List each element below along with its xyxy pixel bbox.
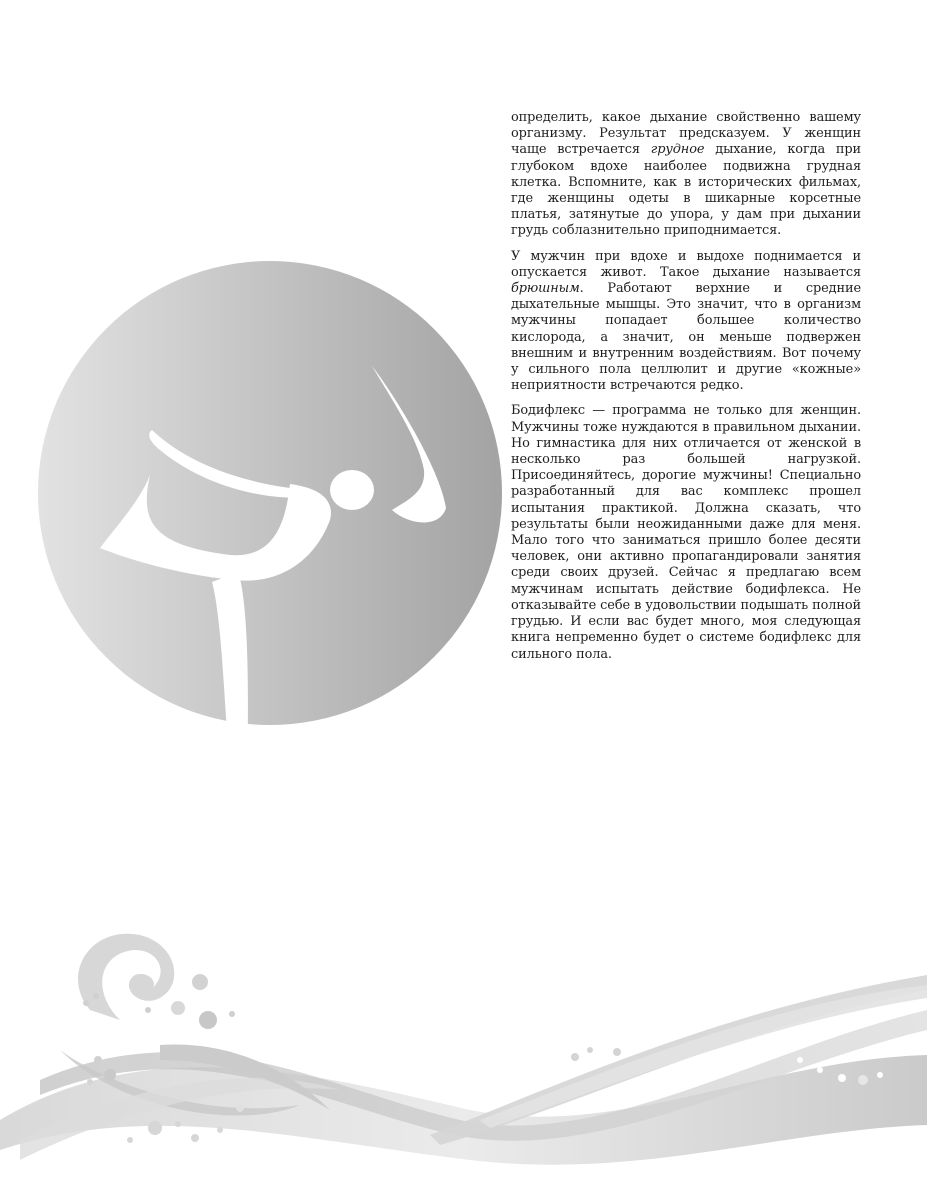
emphasized-term: брюшным xyxy=(511,281,580,297)
text-run: У мужчин при вдохе и выдохе поднимается и опускается живот. Такое дыхание называется xyxy=(511,248,861,280)
body-text xyxy=(511,110,861,663)
text-run: Бодифлекс — программа не только для женщин. Мужчины тоже нуждаются в правильном дыхании. Но гимнастика для них отличается от женской в несколько раз большей нагрузкой. Присоединяйтесь, дорогие мужчины! Специально разработанный для вас комплекс прошел испытания практикой. Должна сказать, что результаты были неожиданными даже для меня. Мало того что заниматься пришло более десяти человек, они активно пропагандировали занятия среди своих друзей. Сейчас я предлагаю всем мужчинам испытать действие бодифлекса. Не отказывайте себе в удовольствии подышать полной грудью. И если вас будет много, моя следующая книга непременно будет о системе бодифлекс для сильного пола. xyxy=(511,403,861,662)
paragraph xyxy=(511,403,861,662)
emphasized-term: грудное xyxy=(650,142,705,158)
wave-swirl-icon xyxy=(0,934,927,1165)
text-run: определить, какое дыхание свойственно вашему организму. Результат предсказуем. У женщин чаще встречается xyxy=(511,110,861,158)
paragraph xyxy=(511,249,861,395)
text-run: . Работают верхние и средние дыхательные мышцы. Это значит, что в организм мужчины попадает большее количество кислорода, а значит, он меньше подвержен внешним и внутренним воздействиям. Вот почему у сильного пола целлюлит и другие «кожные» неприятности встречаются редко. xyxy=(511,281,861,394)
text-run: дыхание, когда при глубоком вдохе наиболее подвижна грудная клетка. Вспомните, как в исторических фильмах, где женщины одеты в шикарные корсетные платья, затянутые до упора, у дам при дыхании грудь соблазнительно приподнимается. xyxy=(511,142,861,239)
paragraph xyxy=(511,110,861,240)
